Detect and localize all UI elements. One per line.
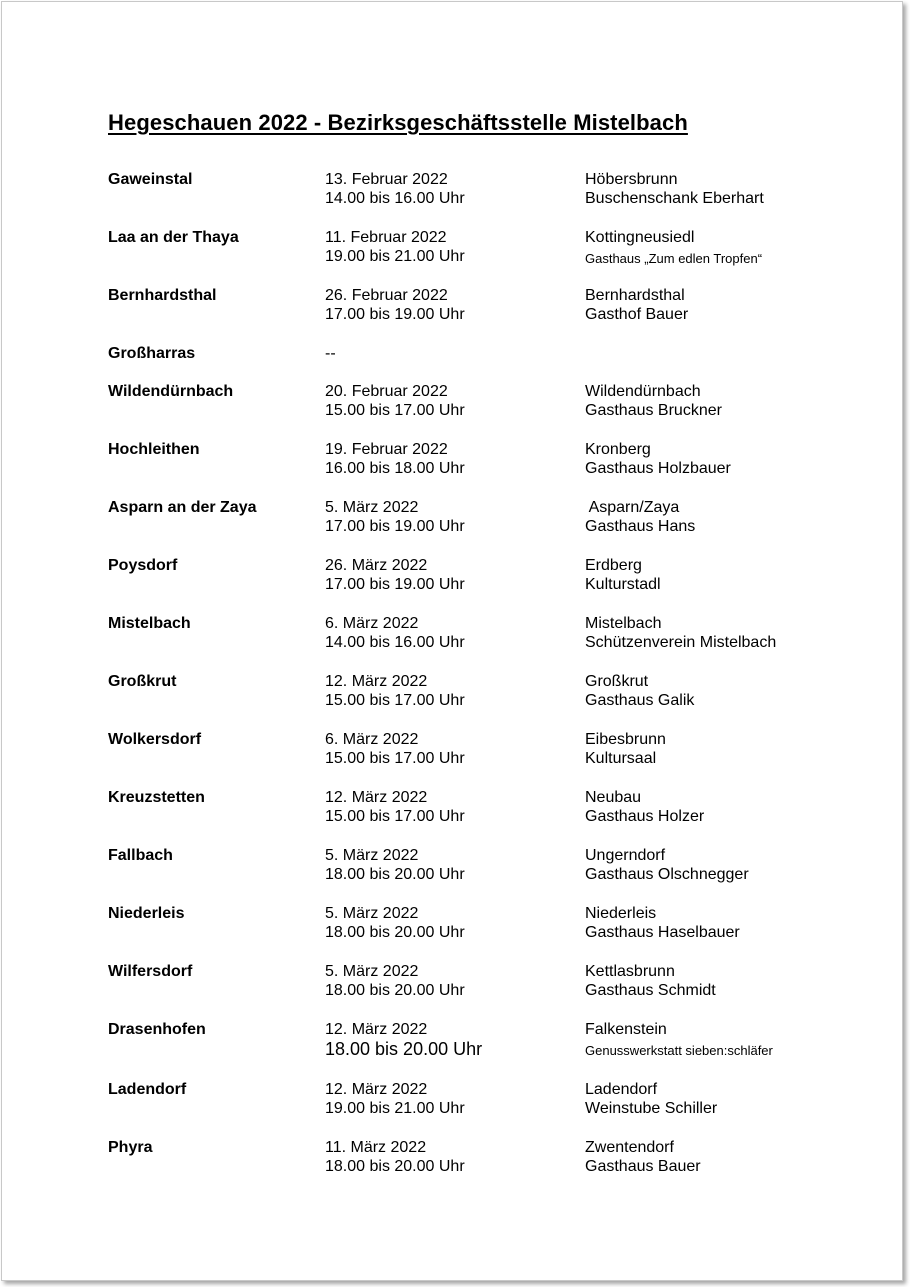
schedule-entry: [0, 382, 910, 426]
entry-location: Neubau: [585, 789, 642, 806]
entry-venue: Gasthaus Hans: [585, 518, 696, 535]
entry-place: Phyra: [108, 1139, 153, 1156]
entry-date: 5. März 2022: [325, 905, 419, 922]
entry-place: Wildendürnbach: [108, 383, 234, 400]
entry-location: Eibesbrunn: [585, 731, 666, 748]
entry-date: --: [325, 345, 336, 362]
entry-location: Bernhardsthal: [585, 287, 685, 304]
entry-venue: Weinstube Schiller: [585, 1100, 718, 1117]
entry-place: Großkrut: [108, 673, 177, 690]
entry-location: Höbersbrunn: [585, 171, 678, 188]
entry-date: 12. März 2022: [325, 789, 428, 806]
entry-time: 19.00 bis 21.00 Uhr: [325, 248, 465, 265]
entry-date: 26. März 2022: [325, 557, 428, 574]
entry-location: Großkrut: [585, 673, 649, 690]
schedule-entry: [0, 904, 910, 948]
entry-venue: Gasthaus Holzbauer: [585, 460, 731, 477]
entry-place: Fallbach: [108, 847, 173, 864]
entry-venue: Gasthaus Bruckner: [585, 402, 722, 419]
entry-place: Drasenhofen: [108, 1021, 206, 1038]
entry-venue: Gasthaus Galik: [585, 692, 695, 709]
schedule-entry: [0, 1138, 910, 1182]
entry-location: Ladendorf: [585, 1081, 658, 1098]
entry-location: Ungerndorf: [585, 847, 666, 864]
entry-location: Kronberg: [585, 441, 651, 458]
entry-place: Gaweinstal: [108, 171, 193, 188]
entry-date: 5. März 2022: [325, 963, 419, 980]
entry-date: 12. März 2022: [325, 1021, 428, 1038]
entry-place: Poysdorf: [108, 557, 178, 574]
entry-place: Niederleis: [108, 905, 185, 922]
entry-venue: Buschenschank Eberhart: [585, 190, 764, 207]
entry-date: 12. März 2022: [325, 1081, 428, 1098]
entry-time: 18.00 bis 20.00 Uhr: [325, 866, 465, 883]
entry-location: Kettlasbrunn: [585, 963, 675, 980]
entry-time: 15.00 bis 17.00 Uhr: [325, 402, 465, 419]
entry-time: 17.00 bis 19.00 Uhr: [325, 576, 465, 593]
entry-location: Niederleis: [585, 905, 657, 922]
entry-time: 16.00 bis 18.00 Uhr: [325, 460, 465, 477]
schedule-entry: [0, 228, 910, 272]
entry-time: 18.00 bis 20.00 Uhr: [325, 924, 465, 941]
entry-time: 18.00 bis 20.00 Uhr: [325, 1039, 483, 1059]
entry-time: 15.00 bis 17.00 Uhr: [325, 750, 465, 767]
entry-date: 6. März 2022: [325, 615, 419, 632]
entry-place: Großharras: [108, 345, 196, 362]
schedule-entry: [0, 788, 910, 832]
entry-time: 17.00 bis 19.00 Uhr: [325, 306, 465, 323]
entry-place: Asparn an der Zaya: [108, 499, 257, 516]
schedule-entry: [0, 614, 910, 658]
entry-date: 11. März 2022: [325, 1139, 427, 1156]
entry-place: Wolkersdorf: [108, 731, 202, 748]
entry-date: 19. Februar 2022: [325, 441, 448, 458]
entry-date: 20. Februar 2022: [325, 383, 448, 400]
entry-time: 17.00 bis 19.00 Uhr: [325, 518, 465, 535]
entry-place: Ladendorf: [108, 1081, 187, 1098]
schedule-entry: [0, 846, 910, 890]
entry-date: 13. Februar 2022: [325, 171, 448, 188]
entry-date: 12. März 2022: [325, 673, 428, 690]
schedule-entry: [0, 1020, 910, 1064]
entry-date: 6. März 2022: [325, 731, 419, 748]
schedule-entry: [0, 170, 910, 214]
entry-location: Mistelbach: [585, 615, 662, 632]
schedule-entry: [0, 962, 910, 1006]
schedule-entry: [0, 498, 910, 542]
entry-time: 15.00 bis 17.00 Uhr: [325, 808, 465, 825]
entry-location: Erdberg: [585, 557, 642, 574]
schedule-entry: [0, 286, 910, 330]
entry-venue: Gasthaus Bauer: [585, 1158, 701, 1175]
schedule-entry: [0, 672, 910, 716]
entry-venue: Gasthaus Haselbauer: [585, 924, 740, 941]
entry-venue: Kultursaal: [585, 750, 657, 767]
entry-date: 11. Februar 2022: [325, 229, 447, 246]
entry-time: 18.00 bis 20.00 Uhr: [325, 1158, 465, 1175]
entry-time: 18.00 bis 20.00 Uhr: [325, 982, 465, 999]
entry-venue: Schützenverein Mistelbach: [585, 634, 777, 651]
entry-location: Asparn/Zaya: [585, 499, 680, 516]
entry-date: 26. Februar 2022: [325, 287, 448, 304]
entry-date: 5. März 2022: [325, 847, 419, 864]
entry-time: 19.00 bis 21.00 Uhr: [325, 1100, 465, 1117]
entry-venue: Genusswerkstatt sieben:schläfer: [585, 1043, 773, 1058]
schedule-entry: [0, 730, 910, 774]
entry-venue: Gasthaus Holzer: [585, 808, 705, 825]
entry-venue: Gasthaus „Zum edlen Tropfen“: [585, 251, 763, 266]
entry-venue: Gasthaus Olschnegger: [585, 866, 749, 883]
page-title: Hegeschauen 2022 - Bezirksgeschäftsstelle Mistelbach: [108, 110, 688, 135]
entry-place: Kreuzstetten: [108, 789, 205, 806]
entry-place: Hochleithen: [108, 441, 200, 458]
schedule-entry: [0, 556, 910, 600]
entry-time: 14.00 bis 16.00 Uhr: [325, 190, 465, 207]
entry-location: Wildendürnbach: [585, 383, 701, 400]
schedule-entry: [0, 1080, 910, 1124]
entry-place: Bernhardsthal: [108, 287, 217, 304]
entry-place: Laa an der Thaya: [108, 229, 239, 246]
entry-venue: Gasthof Bauer: [585, 306, 689, 323]
entry-location: Zwentendorf: [585, 1139, 674, 1156]
entry-location: Kottingneusiedl: [585, 229, 695, 246]
entry-place: Wilfersdorf: [108, 963, 193, 980]
entry-time: 14.00 bis 16.00 Uhr: [325, 634, 465, 651]
schedule-entry: [0, 440, 910, 484]
entry-venue: Kulturstadl: [585, 576, 661, 593]
entry-time: 15.00 bis 17.00 Uhr: [325, 692, 465, 709]
entry-venue: Gasthaus Schmidt: [585, 982, 716, 999]
entry-location: Falkenstein: [585, 1021, 667, 1038]
entry-date: 5. März 2022: [325, 499, 419, 516]
entry-place: Mistelbach: [108, 615, 191, 632]
